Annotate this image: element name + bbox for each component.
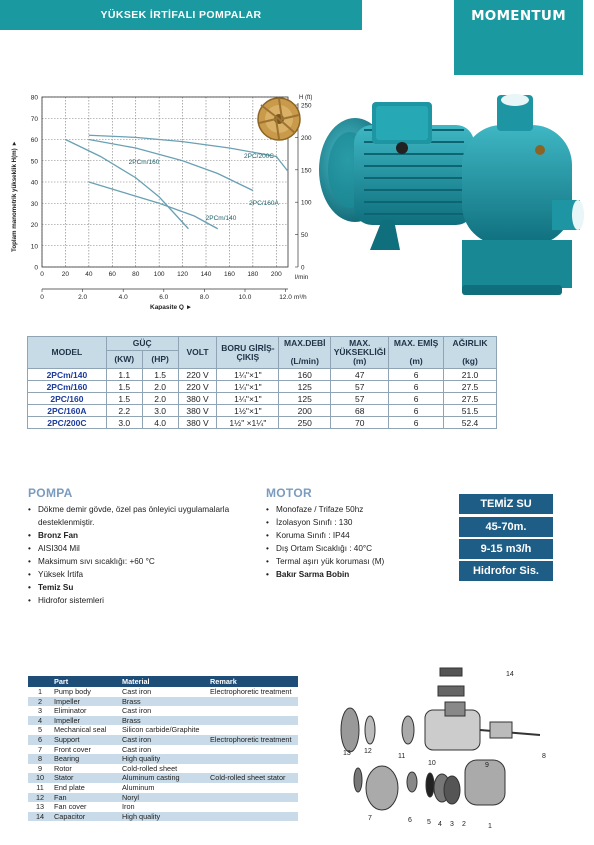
- parts-cell-part: Impeller: [52, 716, 120, 726]
- spec-cell-weight: 27.5: [444, 381, 497, 393]
- x-tick-label: 0: [40, 271, 44, 278]
- x-tick-label: 180: [247, 271, 259, 278]
- spec-cell-pipe: 1½"×1": [217, 405, 279, 417]
- motor-item: • Koruma Sınıfı : IP44: [266, 529, 446, 542]
- col-pipe: BORU GİRİŞ-ÇIKIŞ: [217, 337, 279, 369]
- y-tick-label: 80: [30, 94, 38, 102]
- badge-clean-water: TEMİZ SU: [459, 494, 553, 514]
- parts-cell-part: Capacitor: [52, 812, 120, 822]
- spec-cell-volt: 220 V: [178, 369, 217, 381]
- spec-row: [28, 405, 497, 417]
- spec-cell-hp: 1.5: [142, 369, 178, 381]
- parts-cell-material: Cast iron: [122, 687, 152, 696]
- diagram-label: 2: [462, 821, 466, 828]
- parts-cell-no: 3: [37, 706, 43, 716]
- parts-row: [28, 793, 298, 803]
- parts-cell-no: 13: [35, 802, 45, 812]
- parts-row: [28, 812, 298, 822]
- pompa-item: • Temiz Su: [28, 581, 248, 594]
- parts-cell-remark: [208, 764, 298, 774]
- spec-cell-hp: 2.0: [142, 381, 178, 393]
- x2-tick-label: 2.0: [78, 294, 88, 301]
- y2-tick-label: 0: [301, 264, 305, 272]
- spec-cell-pipe: 1½" ×1¼": [217, 417, 279, 429]
- parts-cell-remark: [208, 725, 298, 735]
- parts-cell-remark: [208, 754, 298, 764]
- parts-cell-part: Impeller: [52, 697, 120, 707]
- x-tick-label: 140: [200, 271, 212, 278]
- parts-cell-remark: [208, 783, 298, 793]
- col-suction: MAX. EMİŞ (m): [389, 337, 444, 369]
- parts-cell-no: 5: [37, 725, 43, 735]
- diagram-label: 10: [428, 760, 436, 767]
- spec-cell-kw: 1.1: [106, 369, 142, 381]
- header-title: YÜKSEK İRTİFALI POMPALAR: [100, 9, 262, 21]
- series-label: 2PC/200C: [244, 153, 274, 160]
- parts-cell-part: Bearing: [52, 754, 120, 764]
- badge-flow: 9-15 m3/h: [459, 539, 553, 559]
- spec-cell-kw: 3.0: [106, 417, 142, 429]
- exploded-diagram: [330, 660, 558, 840]
- parts-col-part: Part: [52, 676, 120, 687]
- spec-cell-kw: 1.5: [106, 393, 142, 405]
- parts-cell-part: Front cover: [54, 744, 91, 754]
- parts-cell-no: 7: [37, 744, 43, 754]
- series-line: [89, 182, 218, 229]
- spec-cell-pipe: 1¼"×1": [217, 369, 279, 381]
- spec-cell-weight: 51.5: [444, 405, 497, 417]
- chart-series: [65, 135, 288, 229]
- parts-cell-material: Aluminum casting: [120, 773, 208, 783]
- parts-cell-material: Silicon carbide/Graphite: [122, 725, 200, 735]
- x-tick-label: 80: [132, 271, 140, 278]
- spec-cell-head: 57: [331, 381, 389, 393]
- parts-cell-material: High quality: [120, 812, 208, 822]
- diagram-label: 6: [408, 817, 412, 824]
- spec-cell-flow: 250: [279, 417, 331, 429]
- spec-cell-suction: 6: [389, 417, 444, 429]
- series-label: 2PC/160A: [249, 200, 279, 207]
- pompa-item: • Bronz Fan: [28, 529, 248, 542]
- parts-row: [28, 745, 298, 755]
- x-unit-bottom: m³/h: [294, 294, 307, 301]
- x-tick-label: 40: [85, 271, 93, 278]
- impeller-image: [258, 98, 300, 140]
- spec-cell-model: 2PC/160: [28, 393, 107, 405]
- diagram-label: 7: [368, 815, 372, 822]
- spec-cell-suction: 6: [389, 369, 444, 381]
- x-axis-label: Kapasite Q ►: [150, 304, 193, 310]
- diagram-label: 5: [427, 819, 431, 826]
- parts-row: [28, 735, 298, 745]
- motor-title: MOTOR: [266, 486, 312, 500]
- parts-cell-part: Mechanical seal: [54, 725, 107, 735]
- spec-cell-kw: 2.2: [106, 405, 142, 417]
- spec-row: [28, 369, 497, 381]
- spec-cell-model: 2PC/200C: [28, 417, 107, 429]
- x-tick-label: 60: [108, 271, 116, 278]
- parts-row: [28, 783, 298, 793]
- parts-cell-part: Support: [52, 735, 120, 745]
- parts-row: [28, 773, 298, 783]
- y-tick-label: 40: [30, 179, 38, 187]
- parts-cell-material: Cast iron: [122, 744, 152, 754]
- parts-cell-material: Cast iron: [120, 735, 208, 745]
- spec-cell-hp: 3.0: [142, 405, 178, 417]
- parts-cell-material: Brass: [120, 697, 208, 707]
- parts-col-remark: Remark: [208, 676, 298, 687]
- spec-cell-pipe: 1¼"×1": [217, 393, 279, 405]
- x-tick-label: 120: [177, 271, 189, 278]
- parts-cell-remark: [208, 802, 298, 812]
- y-tick-label: 0: [34, 264, 38, 272]
- parts-cell-no: 4: [28, 716, 52, 726]
- col-weight: AĞIRLIK (kg): [444, 337, 497, 369]
- badge-head: 45-70m.: [459, 517, 553, 537]
- y-tick-label: 60: [30, 137, 38, 144]
- series-label: 2PCm/160: [128, 159, 160, 166]
- pompa-item: • Yüksek İrtifa: [28, 568, 248, 581]
- y2-tick-label: 100: [301, 199, 312, 207]
- parts-col-material: Material: [120, 676, 208, 687]
- spec-cell-flow: 160: [279, 369, 331, 381]
- x2-tick-label: 6.0: [159, 294, 169, 301]
- spec-cell-suction: 6: [389, 405, 444, 417]
- performance-chart: [6, 85, 324, 310]
- y-tick-label: 30: [30, 200, 38, 208]
- spec-cell-head: 57: [331, 393, 389, 405]
- series-line: [65, 140, 188, 229]
- spec-cell-head: 70: [331, 417, 389, 429]
- parts-table: [28, 676, 298, 821]
- spec-cell-weight: 27.5: [444, 393, 497, 405]
- pompa-list: [28, 503, 248, 607]
- parts-cell-part: Pump body: [54, 687, 91, 696]
- y-tick-label: 20: [30, 222, 38, 229]
- parts-row: [28, 725, 298, 735]
- parts-cell-part: Stator: [52, 773, 120, 783]
- diagram-label: 13: [343, 750, 351, 757]
- spec-cell-suction: 6: [389, 381, 444, 393]
- parts-cell-material: High quality: [120, 754, 208, 764]
- parts-cell-remark: Electrophoretic treatment: [210, 687, 292, 696]
- parts-cell-no: 8: [28, 754, 52, 764]
- x-unit-top: l/min: [295, 274, 309, 281]
- badge-application: Hidrofor Sis.: [459, 561, 553, 581]
- diagram-label: 14: [506, 671, 514, 678]
- parts-cell-remark: [208, 716, 298, 726]
- parts-row: [28, 716, 298, 726]
- motor-item: • Monofaze / Trifaze 50hz: [266, 503, 446, 516]
- y-unit-right: H (ft): [299, 95, 313, 101]
- diagram-label: 9: [485, 762, 489, 769]
- parts-cell-part: Eliminator: [54, 706, 87, 716]
- x-tick-label: 160: [223, 271, 235, 278]
- parts-cell-material: Aluminum: [122, 782, 155, 792]
- spec-cell-hp: 2.0: [142, 393, 178, 405]
- parts-cell-no: 10: [28, 773, 52, 783]
- chart-grid: [42, 97, 288, 267]
- motor-list: [266, 503, 446, 581]
- parts-row: [28, 687, 298, 697]
- y2-tick-label: 50: [301, 232, 309, 240]
- x2-tick-label: 8.0: [199, 294, 209, 301]
- spec-table: [27, 336, 497, 429]
- spec-cell-flow: 125: [279, 393, 331, 405]
- parts-cell-material: Cold-rolled sheet: [122, 763, 178, 773]
- pompa-item: • Hidrofor sistemleri: [28, 594, 248, 607]
- col-kw: (KW): [106, 351, 142, 369]
- parts-cell-part: Fan cover: [54, 802, 87, 812]
- x2-tick-label: 4.0: [118, 294, 128, 301]
- spec-cell-model: 2PC/160A: [28, 405, 107, 417]
- series-label: 2PCm/140: [205, 215, 237, 222]
- parts-cell-remark: Electrophoretic treatment: [208, 735, 298, 745]
- parts-row: [28, 754, 298, 764]
- spec-cell-model: 2PCm/140: [28, 369, 107, 381]
- parts-row: [28, 802, 298, 812]
- spec-cell-weight: 21.0: [444, 369, 497, 381]
- x-tick-label: 200: [270, 271, 282, 278]
- spec-cell-flow: 125: [279, 381, 331, 393]
- parts-cell-material: Cast iron: [122, 706, 152, 716]
- diagram-label: 12: [364, 748, 372, 755]
- motor-item: • Bakır Sarma Bobin: [266, 568, 446, 581]
- parts-cell-no: 6: [28, 735, 52, 745]
- motor-section: [266, 486, 446, 581]
- parts-cell-no: 1: [37, 687, 43, 696]
- col-power: GÜÇ: [106, 337, 178, 351]
- spec-row: [28, 417, 497, 429]
- pompa-item: • Dökme demir gövde, özel pas önleyici uygulamalarla desteklenmiştir.: [28, 503, 248, 529]
- y-tick-label: 70: [30, 115, 38, 123]
- parts-cell-no: 11: [36, 782, 44, 792]
- x-tick-label: 100: [153, 271, 165, 278]
- spec-cell-volt: 380 V: [178, 417, 217, 429]
- col-model: MODEL: [28, 337, 107, 369]
- parts-cell-material: Brass: [120, 716, 208, 726]
- y2-tick-label: 250: [301, 102, 312, 110]
- y2-tick-label: 200: [301, 134, 312, 142]
- diagram-label: 1: [488, 823, 492, 830]
- pompa-title: POMPA: [28, 486, 73, 500]
- pompa-item: • AISI304 Mil: [28, 542, 248, 555]
- spec-cell-weight: 52.4: [444, 417, 497, 429]
- parts-cell-remark: [208, 706, 298, 716]
- parts-cell-no: 14: [28, 812, 52, 822]
- motor-item: • Dış Ortam Sıcaklığı : 40°C: [266, 542, 446, 555]
- spec-cell-volt: 220 V: [178, 381, 217, 393]
- parts-cell-part: Rotor: [54, 763, 72, 773]
- parts-cell-no: 9: [37, 763, 43, 773]
- parts-cell-remark: [208, 697, 298, 707]
- pompa-section: [28, 486, 248, 607]
- pompa-item: • Maksimum sıvı sıcaklığı: +60 °C: [28, 555, 248, 568]
- spec-cell-head: 68: [331, 405, 389, 417]
- x2-tick-label: 10.0: [238, 294, 252, 301]
- parts-row: [28, 706, 298, 716]
- parts-cell-remark: [208, 745, 298, 755]
- spec-cell-kw: 1.5: [106, 381, 142, 393]
- x2-tick-label: 12.0: [279, 294, 292, 301]
- spec-row: [28, 393, 497, 405]
- motor-item: • Termal aşırı yük koruması (M): [266, 555, 446, 568]
- parts-cell-part: End plate: [54, 782, 85, 792]
- spec-cell-pipe: 1¼"×1": [217, 381, 279, 393]
- x-tick-label: 20: [61, 271, 70, 278]
- spec-cell-flow: 200: [279, 405, 331, 417]
- col-hp: (HP): [142, 351, 178, 369]
- spec-row: [28, 381, 497, 393]
- x2-tick-label: 0: [40, 294, 44, 301]
- y-tick-label: 50: [30, 158, 38, 166]
- spec-cell-volt: 380 V: [178, 405, 217, 417]
- col-maxhead: MAX. YÜKSEKLİĞİ (m): [331, 337, 389, 369]
- parts-cell-remark: [208, 793, 298, 803]
- motor-item: • İzolasyon Sınıfı : 130: [266, 516, 446, 529]
- brand-name: MOMENTUM: [471, 8, 566, 24]
- y-tick-label: 10: [30, 243, 38, 251]
- parts-cell-remark: [208, 812, 298, 822]
- col-maxflow: MAX.DEBİ (L/min): [279, 337, 331, 369]
- diagram-label: 11: [398, 753, 406, 760]
- spec-cell-volt: 380 V: [178, 393, 217, 405]
- y-axis-label: Toplam manometrik yükseklik H(m) ►: [11, 140, 18, 252]
- diagram-label: 3: [450, 821, 454, 828]
- parts-cell-material: Iron: [122, 802, 135, 812]
- pump-image: [312, 90, 590, 305]
- diagram-label: 4: [438, 821, 442, 828]
- parts-cell-no: 12: [28, 793, 52, 803]
- brand-logo: [454, 0, 583, 75]
- spec-cell-model: 2PCm/160: [28, 381, 107, 393]
- spec-cell-head: 47: [331, 369, 389, 381]
- parts-cell-remark: Cold-rolled sheet stator: [208, 773, 298, 783]
- header-title-bar: [0, 0, 362, 30]
- spec-cell-suction: 6: [389, 393, 444, 405]
- parts-cell-material: Noryl: [120, 793, 208, 803]
- y2-tick-label: 150: [301, 167, 312, 175]
- spec-cell-hp: 4.0: [142, 417, 178, 429]
- diagram-label: 8: [542, 753, 546, 760]
- col-volt: VOLT: [178, 337, 217, 369]
- parts-row: [28, 764, 298, 774]
- parts-cell-no: 2: [28, 697, 52, 707]
- parts-cell-part: Fan: [52, 793, 120, 803]
- parts-row: [28, 697, 298, 707]
